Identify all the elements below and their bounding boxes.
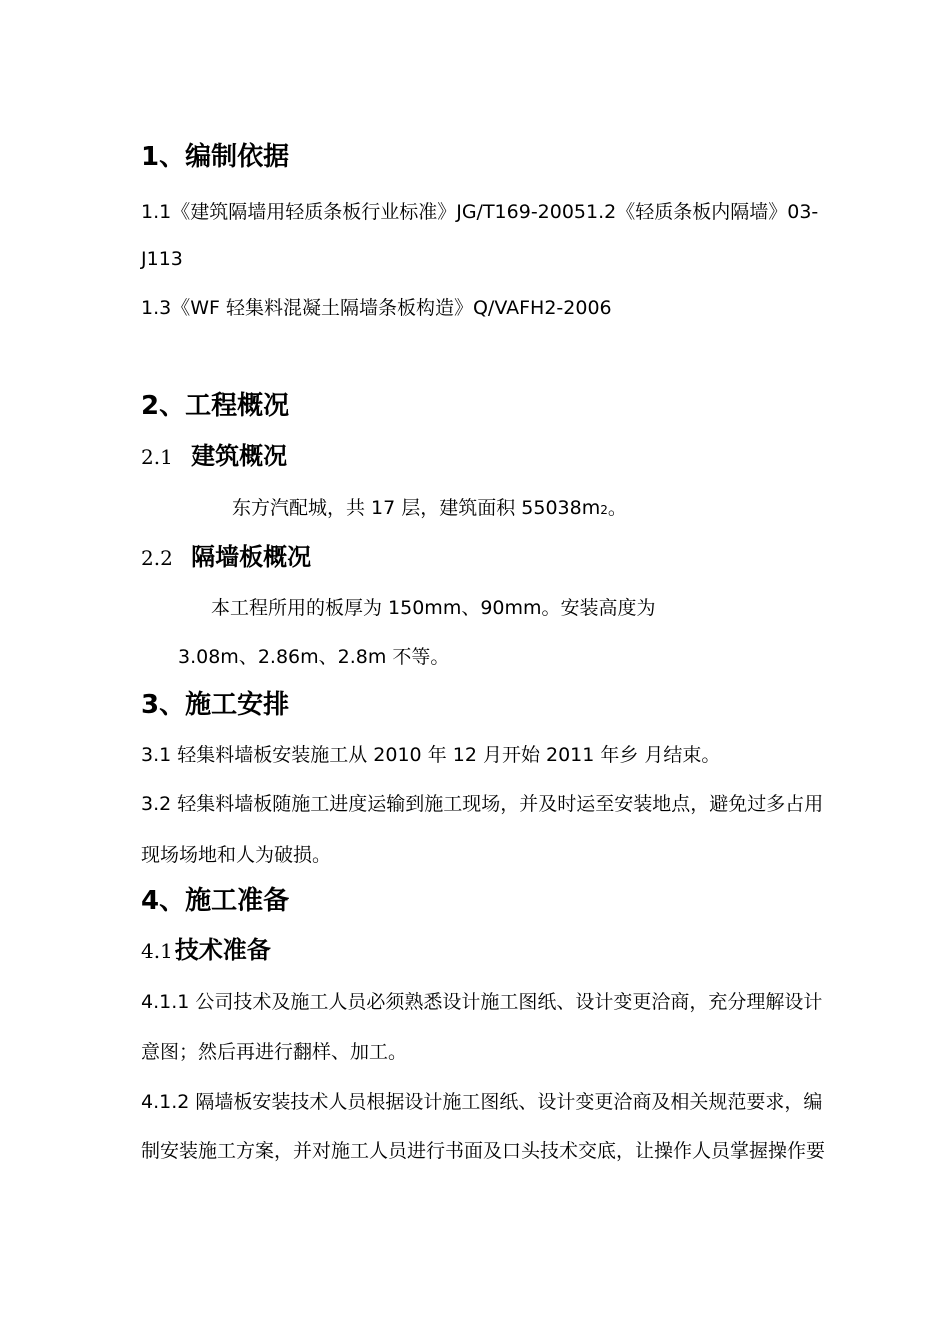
paragraph-4-1-1-line-2: 意图；然后再进行翻样、加工。 [141,1041,408,1063]
paragraph-2-2-line-1: 本工程所用的板厚为 150mm、90mm。安装高度为 [211,597,656,619]
paragraph-2-1-superscript: 2 [600,503,608,517]
paragraph-4-1-1-line-1: 4.1.1 公司技术及施工人员必须熟悉设计施工图纸、设计变更洽商，充分理解设计 [141,991,823,1013]
section-2-1-title: 建筑概况 [191,442,288,470]
section-2-2-heading [141,545,311,569]
paragraph-2-1-text: 东方汽配城，共 17 层，建筑面积 55038m [232,497,601,519]
paragraph-1-3: 1.3《WF 轻集料混凝土隔墙条板构造》Q/VAFH2-2006 [141,297,612,319]
section-2-1-number: 2.1 [141,445,173,469]
paragraph-2-1-end: 。 [607,497,627,519]
section-4-1-heading [141,938,271,962]
section-2-title: 2、工程概况 [141,391,290,421]
section-4-1-number: 4.1 [141,939,173,963]
paragraph-3-2-line-1: 3.2 轻集料墙板随施工进度运输到施工现场，并及时运至安装地点，避免过多占用 [141,793,824,815]
paragraph-2-1 [232,499,627,518]
section-1-title: 1、编制依据 [141,142,290,172]
section-3-title: 3、施工安排 [141,690,290,720]
paragraph-3-1: 3.1 轻集料墙板安装施工从 2010 年 12 月开始 2011 年乡 月结束。 [141,744,721,766]
paragraph-2-2-line-2: 3.08m、2.86m、2.8m 不等。 [178,646,450,668]
section-2-1-heading [141,444,287,468]
section-2-2-title: 隔墙板概况 [191,543,312,571]
section-4-title: 4、施工准备 [141,886,290,916]
section-2-2-number: 2.2 [141,546,173,570]
section-4-1-title: 技术准备 [174,936,271,964]
paragraph-4-1-2-line-1: 4.1.2 隔墙板安装技术人员根据设计施工图纸、设计变更洽商及相关规范要求，编 [141,1091,823,1113]
paragraph-3-2-line-2: 现场场地和人为破损。 [141,844,332,866]
paragraph-4-1-2-line-2: 制安装施工方案，并对施工人员进行书面及口头技术交底，让操作人员掌握操作要 [141,1140,826,1162]
paragraph-1-1-line-1: 1.1《建筑隔墙用轻质条板行业标准》JG/T169-20051.2《轻质条板内隔墙》03- [141,201,819,223]
paragraph-1-1-line-2: J113 [141,248,183,270]
